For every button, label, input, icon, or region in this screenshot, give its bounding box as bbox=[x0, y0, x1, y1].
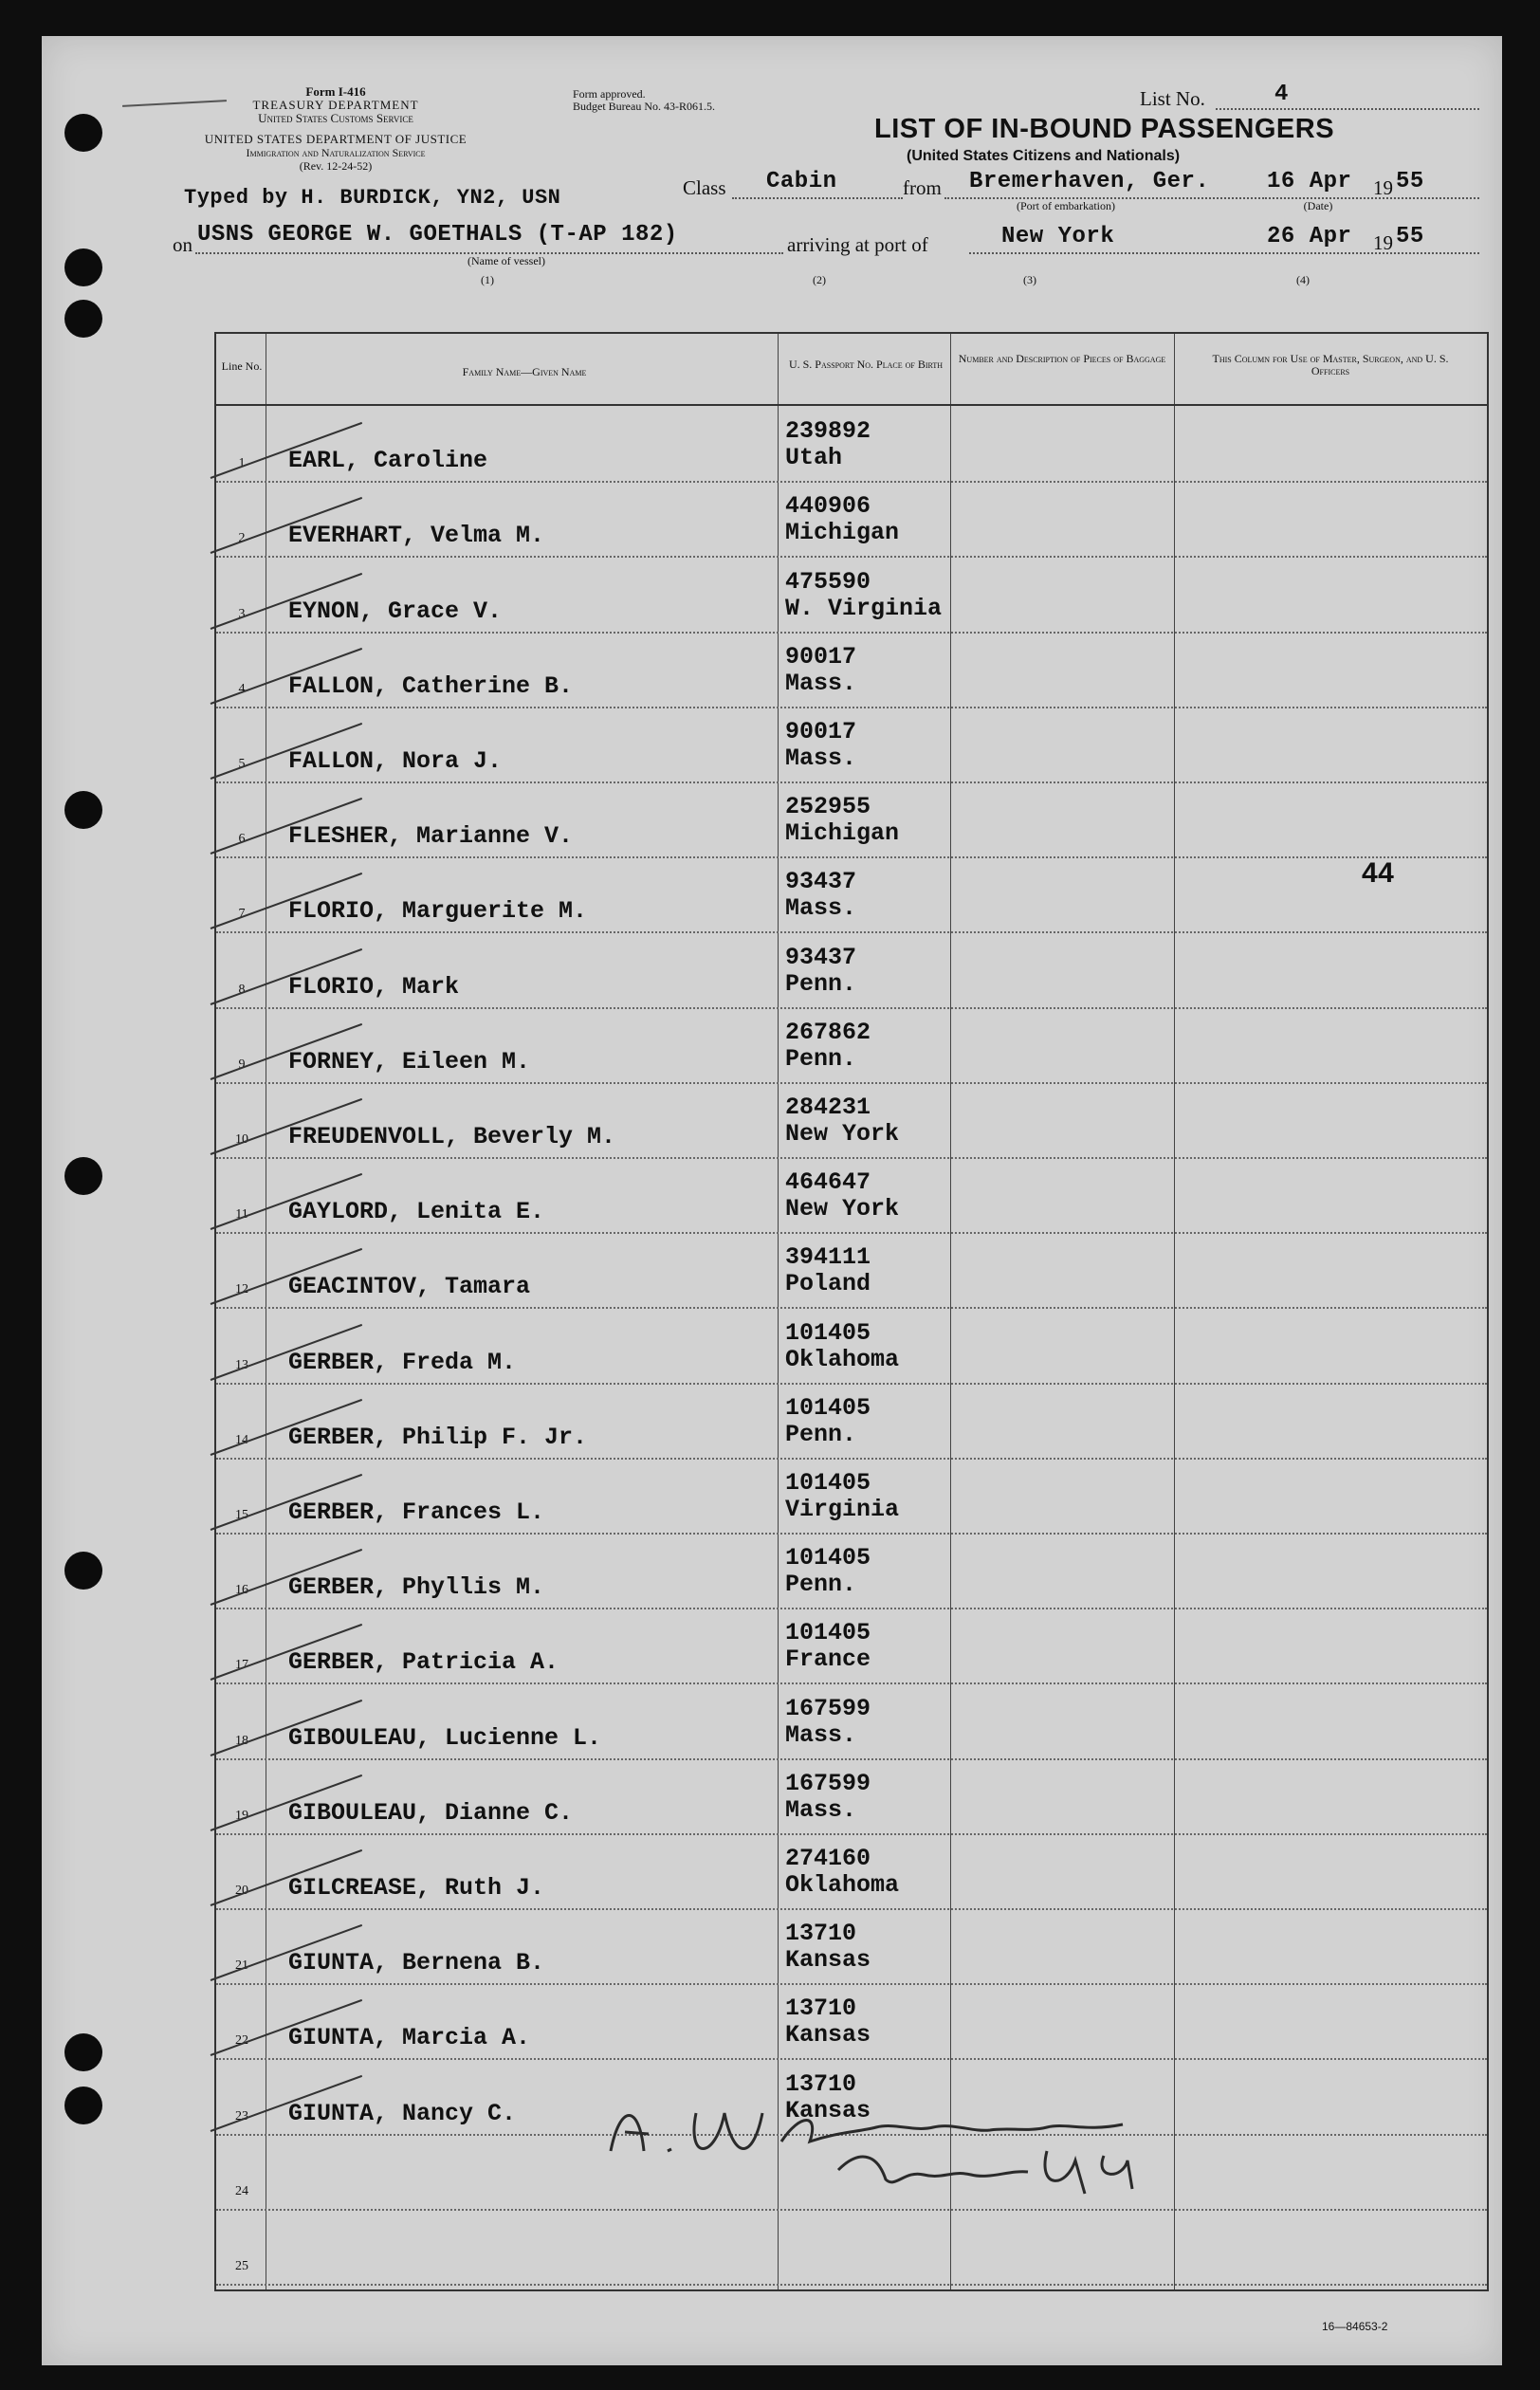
passport-number: 252955 bbox=[785, 793, 871, 821]
place-of-birth: Mass. bbox=[785, 1720, 857, 1749]
passenger-name: GERBER, Frances L. bbox=[288, 1498, 545, 1526]
passport-number: 101405 bbox=[785, 1469, 871, 1497]
depart-year-prefix: 19 bbox=[1373, 176, 1393, 199]
punch-hole bbox=[64, 300, 102, 338]
column-caption-2: (2) bbox=[813, 273, 826, 286]
row-divider bbox=[216, 1833, 1487, 1835]
passenger-name: FLORIO, Marguerite M. bbox=[288, 897, 588, 926]
row-divider bbox=[216, 2284, 1487, 2286]
passenger-name: GERBER, Patricia A. bbox=[288, 1648, 559, 1677]
line-number: 19 bbox=[235, 1808, 248, 1823]
header-passport: U. S. Passport No. Place of Birth bbox=[788, 358, 944, 371]
passport-number: 440906 bbox=[785, 492, 871, 521]
passport-number: 167599 bbox=[785, 1694, 871, 1722]
row-divider bbox=[216, 481, 1487, 483]
passenger-name: GIUNTA, Nancy C. bbox=[288, 2099, 517, 2127]
class-line bbox=[732, 197, 903, 199]
place-of-birth: Mass. bbox=[785, 745, 857, 772]
justice-label: UNITED STATES DEPARTMENT OF JUSTICE bbox=[204, 132, 468, 146]
place-of-birth: Kansas bbox=[785, 1946, 871, 1975]
passenger-name: GIUNTA, Bernena B. bbox=[288, 1949, 545, 1977]
row-divider bbox=[216, 1908, 1487, 1910]
arrival-year-suffix: 55 bbox=[1396, 224, 1424, 249]
port-caption: (Port of embarkation) bbox=[1017, 199, 1115, 212]
place-of-birth: France bbox=[785, 1645, 871, 1674]
line-number: 4 bbox=[238, 681, 246, 696]
passport-number: 101405 bbox=[785, 1393, 871, 1422]
line-number: 14 bbox=[235, 1432, 248, 1447]
footer-code: 16—84653-2 bbox=[1322, 2320, 1388, 2333]
column-caption-1: (1) bbox=[481, 273, 494, 286]
row-divider bbox=[216, 781, 1487, 783]
passenger-name: GEACINTOV, Tamara bbox=[288, 1273, 531, 1301]
passport-number: 394111 bbox=[785, 1243, 871, 1272]
treasury-label: TREASURY DEPARTMENT bbox=[252, 98, 419, 112]
passenger-name: FALLON, Nora J. bbox=[288, 747, 503, 775]
place-of-birth: Virginia bbox=[785, 1496, 900, 1523]
line-number: 6 bbox=[238, 832, 246, 847]
line-number: 20 bbox=[235, 1884, 248, 1898]
line-number: 18 bbox=[235, 1733, 248, 1748]
passenger-name: EVERHART, Velma M. bbox=[288, 522, 545, 550]
col-divider bbox=[778, 334, 779, 2289]
line-number: 5 bbox=[238, 757, 246, 771]
passenger-name: EARL, Caroline bbox=[288, 447, 488, 475]
header-name: Family Name—Given Name bbox=[462, 365, 587, 378]
line-number: 22 bbox=[235, 2033, 248, 2049]
date-caption: (Date) bbox=[1303, 199, 1333, 212]
passenger-name: GIBOULEAU, Dianne C. bbox=[288, 1798, 574, 1827]
passenger-name: FORNEY, Eileen M. bbox=[288, 1047, 531, 1076]
row-divider bbox=[216, 632, 1487, 634]
passenger-name: GAYLORD, Lenita E. bbox=[288, 1198, 545, 1226]
place-of-birth: New York bbox=[785, 1120, 900, 1148]
typed-by: Typed by H. BURDICK, YN2, USN bbox=[184, 186, 561, 210]
line-number: 24 bbox=[235, 2183, 248, 2198]
line-number: 11 bbox=[235, 1207, 248, 1223]
ins-label: Immigration and Naturalization Service bbox=[246, 146, 426, 159]
passport-number: 464647 bbox=[785, 1168, 871, 1197]
line-number: 2 bbox=[238, 531, 246, 546]
punch-hole bbox=[64, 248, 102, 286]
passport-number: 101405 bbox=[785, 1619, 871, 1647]
line-number: 13 bbox=[235, 1357, 248, 1372]
row-divider bbox=[216, 931, 1487, 933]
customs-label: United States Customs Service bbox=[258, 111, 413, 125]
place-of-birth: Mass. bbox=[785, 894, 857, 923]
passenger-table bbox=[214, 332, 1489, 2291]
col-divider bbox=[950, 334, 951, 2289]
line-number: 15 bbox=[235, 1508, 248, 1522]
manifest-page bbox=[42, 36, 1502, 2365]
row-divider bbox=[216, 1758, 1487, 1760]
passenger-name: GIBOULEAU, Lucienne L. bbox=[288, 1723, 602, 1752]
document-title: LIST OF IN-BOUND PASSENGERS bbox=[874, 114, 1335, 144]
arrival-year-prefix: 19 bbox=[1373, 231, 1393, 254]
place-of-birth: Oklahoma bbox=[785, 1871, 900, 1899]
punch-hole bbox=[64, 114, 102, 152]
line-number: 3 bbox=[238, 606, 246, 621]
from-label: from bbox=[903, 176, 942, 199]
header-line-no: Line No. bbox=[221, 359, 263, 373]
place-of-birth: Michigan bbox=[785, 819, 900, 848]
header-officers: This Column for Use of Master, Surgeon, and U. S. Officers bbox=[1212, 352, 1449, 377]
place-of-birth: Utah bbox=[785, 444, 843, 472]
passenger-name: GIUNTA, Marcia A. bbox=[288, 2024, 531, 2052]
place-of-birth: Penn. bbox=[785, 1571, 857, 1599]
depart-date: 16 Apr bbox=[1267, 169, 1352, 194]
line-number: 23 bbox=[235, 2108, 248, 2123]
place-of-birth: Kansas bbox=[785, 2096, 871, 2124]
place-of-birth: Mass. bbox=[785, 1795, 857, 1824]
place-of-birth: Poland bbox=[785, 1270, 871, 1298]
passport-number: 93437 bbox=[785, 868, 857, 896]
signature bbox=[592, 2075, 1256, 2208]
row-divider bbox=[216, 556, 1487, 558]
budget-label: Budget Bureau No. 43-R061.5. bbox=[573, 100, 715, 113]
row-divider bbox=[216, 1232, 1487, 1234]
passport-number: 274160 bbox=[785, 1845, 871, 1872]
row-divider bbox=[216, 1082, 1487, 1084]
passport-number: 101405 bbox=[785, 1318, 871, 1347]
punch-hole bbox=[64, 791, 102, 829]
arrival-line bbox=[969, 252, 1479, 254]
line-number: 9 bbox=[238, 1057, 246, 1072]
header-divider bbox=[216, 404, 1487, 406]
passport-number: 239892 bbox=[785, 417, 871, 446]
row-divider bbox=[216, 1007, 1487, 1009]
passport-number: 267862 bbox=[785, 1018, 871, 1046]
row-divider bbox=[216, 1682, 1487, 1684]
depart-year-suffix: 55 bbox=[1396, 169, 1424, 194]
passenger-name: EYNON, Grace V. bbox=[288, 597, 503, 625]
column-caption-4: (4) bbox=[1296, 273, 1310, 286]
passenger-name: FREUDENVOLL, Beverly M. bbox=[288, 1123, 616, 1150]
passenger-name: GERBER, Philip F. Jr. bbox=[288, 1423, 588, 1451]
place-of-birth: Penn. bbox=[785, 1044, 857, 1073]
line-number: 16 bbox=[235, 1583, 248, 1598]
class-label: Class bbox=[683, 176, 726, 199]
document-subtitle: (United States Citizens and Nationals) bbox=[907, 148, 1181, 164]
passenger-name: GERBER, Phyllis M. bbox=[288, 1573, 545, 1602]
on-label: on bbox=[173, 233, 192, 256]
place-of-birth: Penn. bbox=[785, 969, 857, 998]
place-of-birth: W. Virginia bbox=[785, 594, 943, 622]
passport-number: 90017 bbox=[785, 642, 857, 671]
place-of-birth: Penn. bbox=[785, 1420, 857, 1448]
arrival-port: New York bbox=[1001, 224, 1115, 249]
place-of-birth: Kansas bbox=[785, 2021, 871, 2050]
place-of-birth: Oklahoma bbox=[785, 1345, 900, 1373]
line-number: 17 bbox=[235, 1658, 248, 1673]
punch-hole bbox=[64, 2087, 102, 2124]
passenger-name: FALLON, Catherine B. bbox=[288, 671, 574, 700]
line-number: 1 bbox=[238, 456, 246, 471]
row-divider bbox=[216, 1458, 1487, 1460]
row-divider bbox=[216, 1157, 1487, 1159]
passport-number: 167599 bbox=[785, 1769, 871, 1797]
class-value: Cabin bbox=[766, 169, 837, 194]
passport-number: 13710 bbox=[785, 1995, 857, 2023]
row-divider bbox=[216, 856, 1487, 858]
row-divider bbox=[216, 707, 1487, 708]
line-number: 8 bbox=[238, 982, 246, 997]
line-number: 7 bbox=[238, 907, 246, 922]
column-caption-3: (3) bbox=[1023, 273, 1036, 286]
list-no-line bbox=[1216, 108, 1479, 110]
punch-hole bbox=[64, 1157, 102, 1195]
arriving-label: arriving at port of bbox=[787, 233, 928, 256]
line-number: 12 bbox=[235, 1282, 248, 1297]
list-no-label: List No. bbox=[1140, 87, 1205, 110]
form-number: Form I-416 bbox=[305, 84, 366, 99]
passport-number: 284231 bbox=[785, 1094, 871, 1121]
list-no-value: 4 bbox=[1274, 82, 1289, 107]
row-divider bbox=[216, 1383, 1487, 1385]
approved-label: Form approved. bbox=[573, 87, 646, 101]
passport-number: 93437 bbox=[785, 943, 857, 971]
row-divider bbox=[216, 1533, 1487, 1535]
col-divider bbox=[1174, 334, 1175, 2289]
punch-hole bbox=[64, 1552, 102, 1590]
row-divider bbox=[216, 1608, 1487, 1609]
punch-hole bbox=[64, 2033, 102, 2071]
row-divider bbox=[216, 1983, 1487, 1985]
passport-number: 475590 bbox=[785, 567, 871, 596]
vessel-caption: (Name of vessel) bbox=[468, 254, 545, 267]
place-of-birth: New York bbox=[785, 1195, 900, 1223]
rev-label: (Rev. 12-24-52) bbox=[299, 159, 373, 173]
passenger-name: FLESHER, Marianne V. bbox=[288, 822, 574, 851]
place-of-birth: Michigan bbox=[785, 519, 900, 547]
header-baggage: Number and Description of Pieces of Baggage bbox=[958, 352, 1166, 365]
line-number: 10 bbox=[235, 1132, 248, 1147]
passport-number: 13710 bbox=[785, 2069, 857, 2098]
passenger-name: GILCREASE, Ruth J. bbox=[288, 1874, 545, 1902]
handwritten-annotation: 44 bbox=[1362, 857, 1395, 889]
passport-number: 90017 bbox=[785, 718, 857, 745]
passport-number: 13710 bbox=[785, 1920, 857, 1948]
from-value: Bremerhaven, Ger. bbox=[969, 169, 1210, 194]
row-divider bbox=[216, 2209, 1487, 2211]
line-number: 21 bbox=[235, 1958, 248, 1974]
arrival-date: 26 Apr bbox=[1267, 224, 1352, 249]
passenger-name: GERBER, Freda M. bbox=[288, 1348, 517, 1376]
place-of-birth: Mass. bbox=[785, 669, 857, 697]
passport-number: 101405 bbox=[785, 1544, 871, 1572]
vessel-name: USNS GEORGE W. GOETHALS (T-AP 182) bbox=[197, 222, 678, 248]
row-divider bbox=[216, 2058, 1487, 2060]
row-divider bbox=[216, 1307, 1487, 1309]
line-number: 25 bbox=[235, 2259, 248, 2273]
passenger-name: FLORIO, Mark bbox=[288, 972, 460, 1001]
